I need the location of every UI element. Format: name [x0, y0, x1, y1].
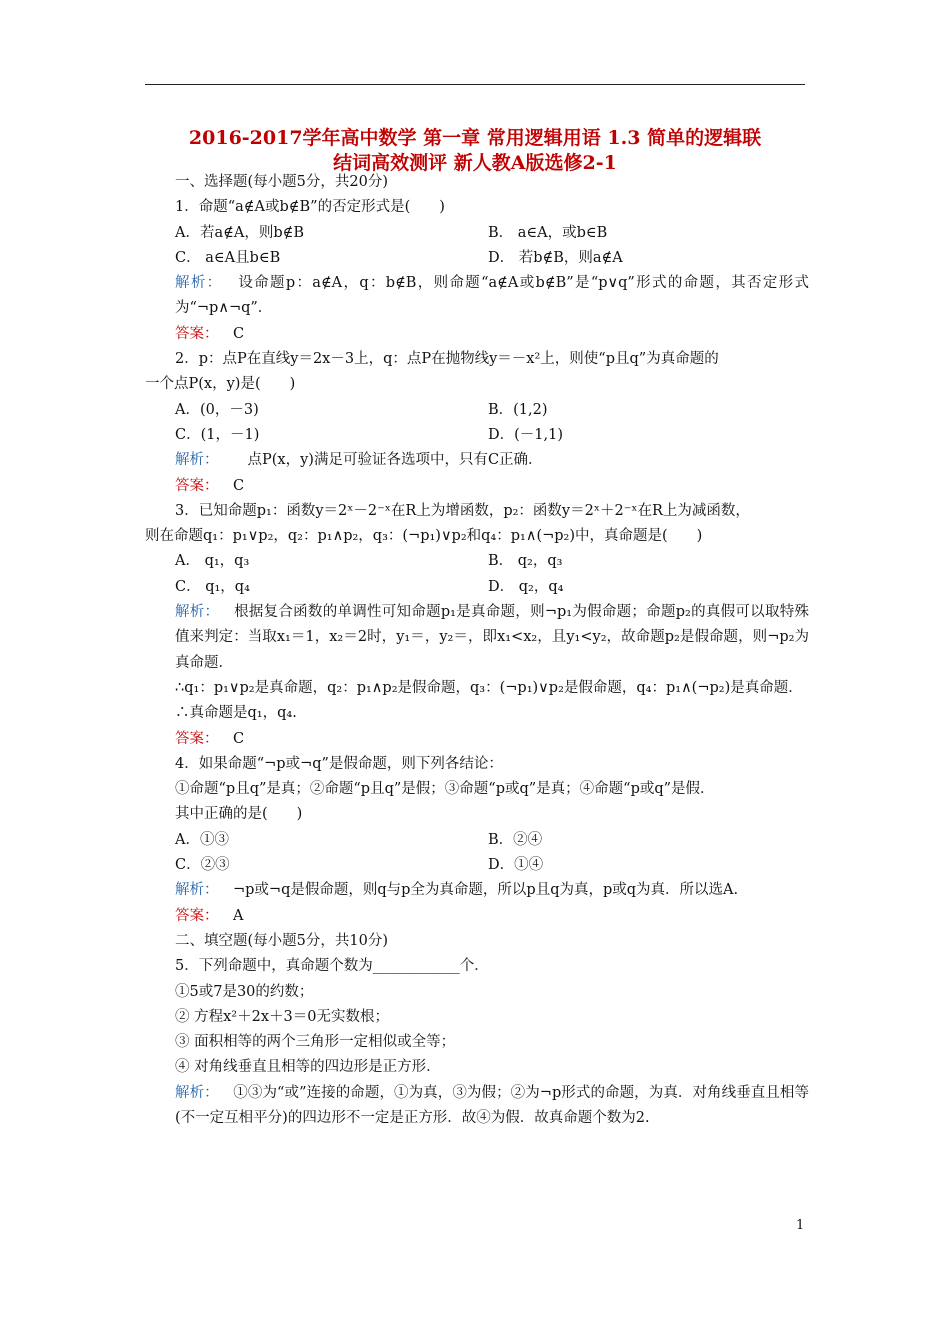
answer-value: C	[233, 325, 245, 342]
option-a: A．(0，－3)	[175, 401, 259, 418]
answer-value: C	[233, 730, 245, 747]
analysis	[145, 271, 809, 322]
option-row	[145, 423, 809, 448]
answer	[145, 904, 809, 929]
analysis	[145, 448, 809, 473]
analysis-text: 根据复合函数的单调性可知命题p₁是真命题，则¬p₁为假命题；命题p₂的真假可以取特殊值来判定：当取x₁＝1，x₂＝2时，y₁＝，y₂＝，即x₁<x₂，且y₁<y₂，故命题p₂是假命题，则¬p₂为真命题．	[175, 604, 809, 671]
analysis	[145, 878, 809, 903]
answer-label: 答案：	[175, 907, 219, 924]
option-c: C． q₁，q₄	[175, 578, 250, 595]
answer	[145, 727, 809, 752]
option-a: A． q₁，q₃	[175, 553, 250, 570]
question-stem-continued: 则在命题q₁：p₁∨p₂，q₂：p₁∧p₂，q₃：(¬p₁)∨p₂和q₄：p₁∧(¬p₂)中，真命题是( )	[145, 528, 703, 545]
option-b: B． a∈A，或b∈B	[488, 224, 608, 241]
section-heading: 一、选择题(每小题5分，共20分)	[175, 174, 388, 190]
option-c: C．②③	[175, 857, 230, 874]
answer	[145, 322, 809, 347]
question-ask: 其中正确的是( )	[175, 806, 303, 823]
title-line-2: 结词高效测评 新人教A版选修2-1	[333, 152, 617, 174]
document-body	[145, 170, 809, 1131]
header-rule	[145, 84, 805, 85]
analysis-label: 解析：	[175, 882, 219, 899]
option-d: D．(－1,1)	[488, 426, 563, 443]
analysis-label: 解析：	[175, 452, 219, 469]
question-stem: 4．如果命题“¬p或¬q”是假命题，则下列各结论：	[175, 755, 503, 772]
document-title	[145, 126, 805, 176]
statement-2: ② 方程x²＋2x＋3＝0无实数根；	[175, 1008, 389, 1025]
analysis	[145, 600, 809, 676]
option-d: D． q₂，q₄	[488, 578, 564, 595]
answer-value: A	[233, 907, 244, 924]
statement-list: ①命题“p且q”是真；②命题“p且q”是假；③命题“p或q”是真；④命题“p或q”是假．	[175, 781, 715, 798]
option-row	[145, 398, 809, 423]
question-stem-continued: 一个点P(x，y)是( )	[145, 376, 296, 393]
option-a: A．若a∉A，则b∉B	[175, 224, 304, 241]
option-row	[145, 828, 809, 853]
answer-value: C	[233, 477, 245, 494]
option-b: B．(1,2)	[488, 401, 548, 418]
option-d: D．①④	[488, 857, 544, 874]
analysis-text: ¬p或¬q是假命题，则q与p全为真命题，所以p且q为真，p或q为真．所以选A.	[233, 882, 739, 899]
option-a: A．①③	[175, 831, 229, 848]
option-row	[145, 853, 809, 878]
question-stem: 1．命题“a∉A或b∉B”的否定形式是( )	[175, 199, 445, 216]
title-line-1: 2016-2017学年高中数学 第一章 常用逻辑用语 1.3 简单的逻辑联	[188, 127, 762, 149]
option-c: C． a∈A且b∈B	[175, 249, 281, 266]
analysis-label: 解析：	[175, 275, 223, 292]
option-row	[145, 246, 809, 271]
analysis-text: 设命题p：a∉A，q：b∉B，则命题“a∉A或b∉B”是“p∨q”形式的命题，其否定形式为“¬p∧¬q”．	[175, 275, 810, 317]
answer-label: 答案：	[175, 477, 219, 494]
page-number: 1	[796, 1218, 805, 1233]
option-row	[145, 549, 809, 574]
section-heading: 二、填空题(每小题5分，共10分)	[175, 932, 388, 949]
answer	[145, 474, 809, 499]
question-stem: 2．p：点P在直线y＝2x－3上，q：点P在抛物线y＝－x²上，则使“p且q”为真命题的	[175, 351, 719, 368]
option-row	[145, 575, 809, 600]
analysis-label: 解析：	[175, 1084, 219, 1101]
option-b: B．②④	[488, 831, 543, 848]
answer-label: 答案：	[175, 730, 219, 747]
analysis-label: 解析：	[175, 604, 220, 621]
option-row	[145, 221, 809, 246]
statement-4: ④ 对角线垂直且相等的四边形是正方形．	[175, 1059, 441, 1076]
statement-3: ③ 面积相等的两个三角形一定相似或全等；	[175, 1034, 456, 1051]
conclusion: ∴q₁：p₁∨p₂是真命题，q₂：p₁∧p₂是假命题，q₃：(¬p₁)∨p₂是假命题，q₄：p₁∧(¬p₂)是真命题．	[175, 679, 803, 696]
answer-label: 答案：	[175, 325, 219, 342]
question-stem: 5．下列命题中，真命题个数为____________个．	[175, 958, 489, 975]
analysis-text: ①③为“或”连接的命题，①为真，③为假；②为¬p形式的命题，为真．对角线垂直且相等(不一定互相平分)的四边形不一定是正方形．故④为假．故真命题个数为2.	[175, 1084, 809, 1126]
option-d: D． 若b∉B，则a∉A	[488, 249, 623, 266]
statement-1: ①5或7是30的约数；	[175, 983, 314, 1000]
conclusion-2: ∴真命题是q₁，q₄.	[175, 705, 297, 722]
question-stem: 3．已知命题p₁：函数y＝2ˣ－2⁻ˣ在R上为增函数，p₂：函数y＝2ˣ＋2⁻ˣ在R上为减函数，	[175, 502, 750, 519]
option-b: B． q₂，q₃	[488, 553, 563, 570]
analysis	[145, 1081, 809, 1132]
analysis-text: 点P(x，y)满足可验证各选项中，只有C正确．	[247, 452, 543, 469]
option-c: C．(1，－1)	[175, 426, 260, 443]
